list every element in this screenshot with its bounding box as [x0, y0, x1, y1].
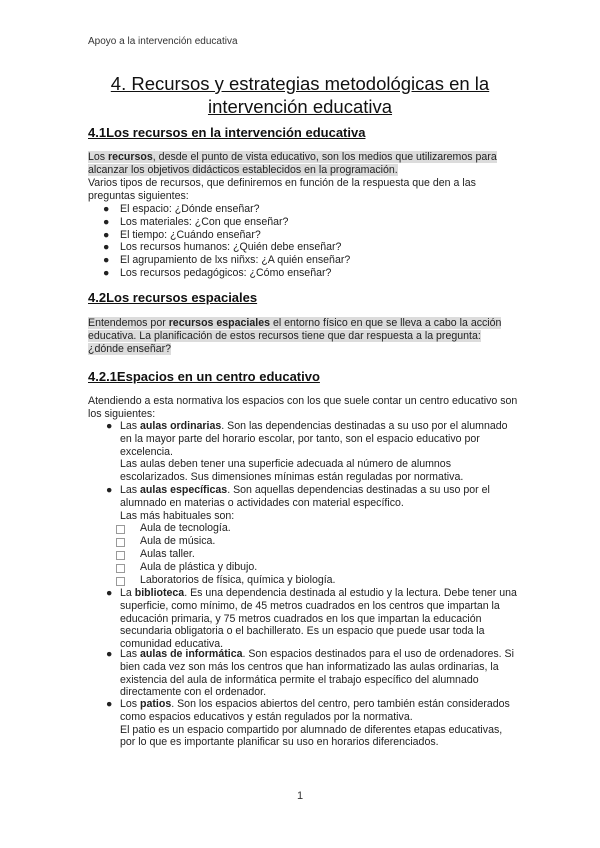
- bullet-icon: ●: [106, 648, 113, 660]
- bullet-icon: ●: [106, 698, 113, 710]
- bullet-aulas-especificas: ● Las aulas específicas. Son aquellas dependencias destinadas a su uso por el alumnado en materias o actividades con material específico. Las más habituales son: Aula de tecnología. Aula de música. Aulas taller. Aula de plástica y dibujo. Laboratorios de física, química y biología.: [88, 484, 518, 586]
- bullet-icon: ●: [106, 484, 113, 496]
- term-recursos: recursos: [108, 151, 153, 163]
- checkbox-square-icon: [116, 525, 125, 534]
- bullet-icon: ●: [103, 228, 110, 241]
- list-item: ● Los recursos humanos: ¿Quién debe enseñar?: [103, 241, 342, 254]
- list-item: Aula de música.: [88, 535, 518, 548]
- list-item: ● El espacio: ¿Dónde enseñar?: [103, 203, 260, 215]
- bullet-icon: ●: [103, 203, 110, 215]
- page-title: [60, 72, 540, 118]
- checkbox-square-icon: [116, 538, 125, 547]
- bullet-patios: ● Los patios. Son los espacios abiertos del centro, pero también están considerados como espacios educativos y están regulados por la normativa. El patio es un espacio compartido por alumnado de diferentes etapas educativas, por lo que es importante planificar su uso en horarios diferenciados.: [106, 698, 510, 749]
- list-item: ● El tiempo: ¿Cuándo enseñar?: [103, 228, 261, 241]
- bullet-icon: ●: [106, 587, 113, 599]
- list-item: Aula de tecnología.: [88, 522, 518, 535]
- page-number: 1: [296, 790, 304, 802]
- checkbox-square-icon: [116, 577, 125, 586]
- checkbox-square-icon: [116, 551, 125, 560]
- section-4-2-1-heading: 4.2.1Espacios en un centro educativo: [88, 369, 320, 384]
- section-4-1-heading: 4.1Los recursos en la intervención educativa: [88, 125, 366, 140]
- list-item: ● Los materiales: ¿Con que enseñar?: [103, 215, 289, 228]
- title-line-2: intervención educativa: [207, 96, 393, 117]
- term-recursos-espaciales: recursos espaciales: [168, 317, 270, 329]
- page-header: Apoyo a la intervención educativa: [88, 36, 238, 47]
- bullet-icon: ●: [103, 215, 110, 228]
- specific-rooms-list: [88, 522, 518, 586]
- text: , desde el punto de vista educativo, son los medios que utilizaremos para alcanzar los objetivos didácticos establecidos en la programación.: [88, 151, 497, 176]
- bullet-biblioteca: ● La biblioteca. Es una dependencia destinada al estudio y la lectura. Debe tener una superficie, como mínimo, de 45 metros cuadrados en los centros que impartan la educación primaria, y 75 metros cuadrados en los que impartan la educación secundaria obligatoria o el bachillerato. Es un espacio que puede usar toda la comunidad educativa.: [106, 587, 517, 651]
- bullet-icon: ●: [103, 241, 110, 254]
- checkbox-square-icon: [116, 564, 125, 573]
- section-4-2-heading: 4.2Los recursos espaciales: [88, 290, 258, 305]
- list-item: Aula de plástica y dibujo.: [88, 561, 518, 574]
- list-item: ● Los recursos pedagógicos: ¿Cómo enseñar?: [103, 266, 332, 279]
- resource-types-list: [88, 203, 350, 280]
- list-item: Laboratorios de física, química y biología.: [88, 574, 518, 587]
- section-4-1-paragraph-2: Varios tipos de recursos, que definiremos en función de la respuesta que den a las preguntas siguientes:: [88, 177, 476, 202]
- section-4-2-1-intro: Atendiendo a esta normativa los espacios con los que suele contar un centro educativo son los siguientes:: [88, 395, 518, 420]
- bullet-aulas-informatica: ● Las aulas de informática. Son espacios destinados para el uso de ordenadores. Si bien cada vez son más los centros que han informatizado las aulas ordinarias, la existencia del aula de informática permite el trabajo específico del alumnado directamente con el ordenador.: [106, 648, 514, 699]
- section-4-1-paragraph-1: [88, 151, 518, 177]
- bullet-aulas-ordinarias: ● Las aulas ordinarias. Son las dependencias destinadas a su uso por el alumnado en la mayor parte del horario escolar, por tanto, son el espacio educativo por excelencia. Las aulas deben tener una superficie adecuada al número de alumnos escolarizados. Sus dimensiones mínimas están reguladas por normativa.: [106, 420, 508, 484]
- section-4-2-paragraph: Entendemos por recursos espaciales el entorno físico en que se lleva a cabo la acción educativa. La planificación de estos recursos tiene que dar respuesta a la pregunta: ¿dónde enseñar?: [88, 317, 502, 355]
- title-line-1: 4. Recursos y estrategias metodológicas en la: [110, 73, 490, 94]
- bullet-icon: ●: [106, 420, 113, 432]
- text: Los: [88, 151, 109, 163]
- list-item: ● El agrupamiento de lxs niñxs: ¿A quién enseñar?: [103, 254, 351, 267]
- bullet-icon: ●: [103, 266, 110, 279]
- bullet-icon: ●: [103, 254, 110, 267]
- list-item: Aulas taller.: [88, 548, 518, 561]
